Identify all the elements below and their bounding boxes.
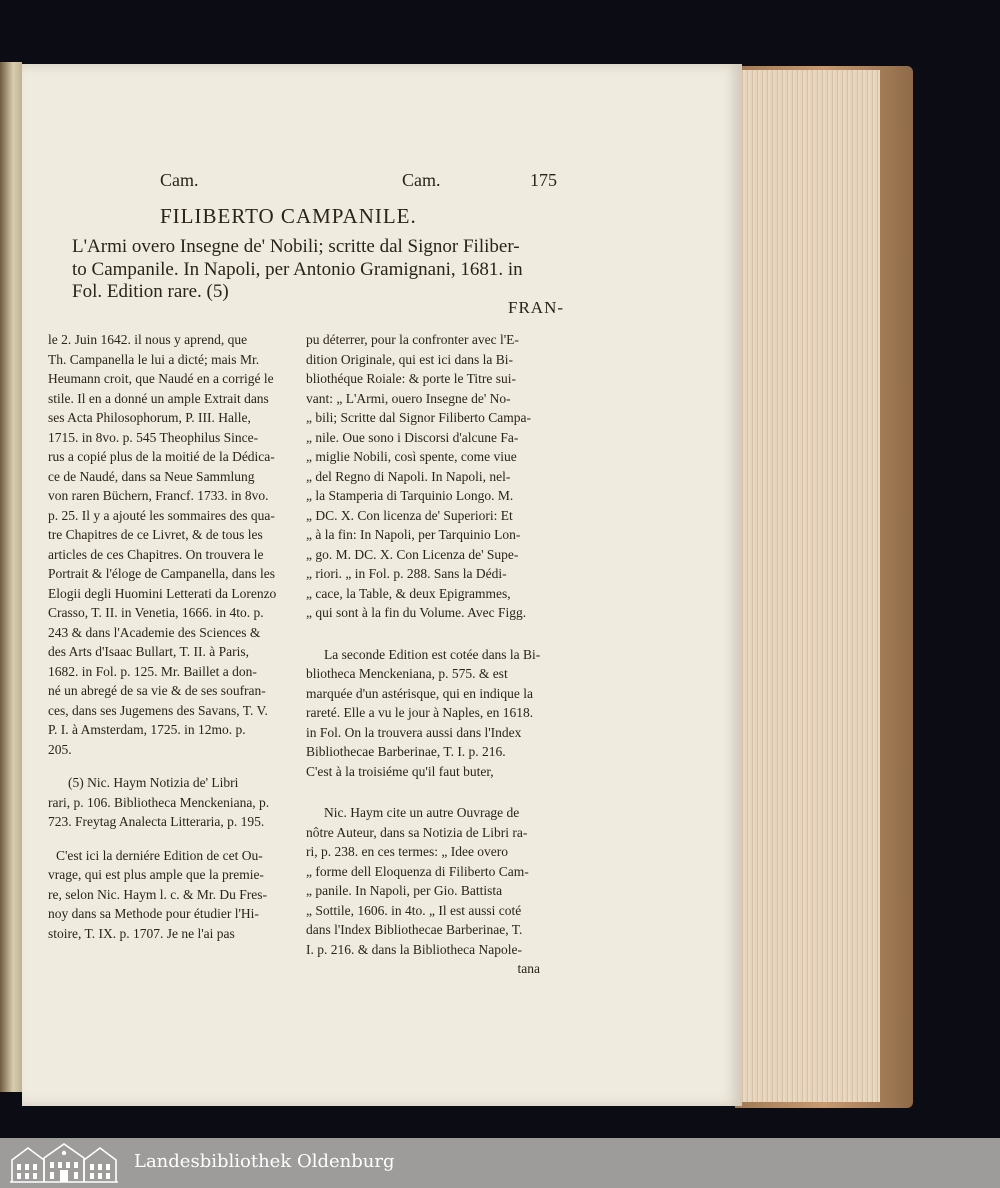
text-line: von raren Büchern, Francf. 1733. in 8vo.	[48, 488, 269, 503]
text-line: rareté. Elle a vu le jour à Naples, en 1618.	[306, 705, 534, 720]
library-building-icon	[8, 1140, 120, 1184]
left-column-body	[48, 330, 284, 759]
text-line: stoire, T. IX. p. 1707. Je ne l'ai pas	[48, 925, 235, 941]
text-line: „ riori. „ in Fol. p. 288. Sans la Dédi-	[306, 566, 507, 581]
text-line: bliotheca Menckeniana, p. 575. & est	[306, 666, 508, 681]
right-column-second-edition	[306, 645, 542, 782]
text-line: re, selon Nic. Haym l. c. & Mr. Du Fres-	[48, 886, 267, 902]
institution-name: Landesbibliothek Oldenburg	[134, 1151, 395, 1172]
right-column-body	[306, 330, 542, 623]
footer-bar	[0, 1138, 1000, 1188]
catchword: tana	[517, 961, 540, 976]
right-column-other-work	[306, 803, 542, 959]
text-line: Bibliothecae Barberinae, T. I. p. 216.	[306, 744, 506, 759]
text-line: Nic. Haym cite un autre Ouvrage de	[324, 805, 520, 820]
text-line: né un abregé de sa vie & de ses soufran-	[48, 683, 266, 698]
text-line: des Arts d'Isaac Bullart, T. II. à Paris,	[48, 644, 250, 659]
text-line: p. 25. Il y a ajouté les sommaires des qua-	[48, 507, 275, 523]
text-line: „ DC. X. Con licenza de' Superiori: Et	[306, 507, 513, 523]
entry-title: FILIBERTO CAMPANILE.	[160, 204, 417, 228]
text-line: „ go. M. DC. X. Con Licenza de' Supe-	[306, 546, 519, 562]
left-column	[48, 330, 284, 943]
text-line: in Fol. On la trouvera aussi dans l'Index	[306, 724, 522, 740]
footnote-line: (5) Nic. Haym Notizia de' Libri	[68, 775, 239, 790]
book-page	[22, 64, 742, 1106]
left-column-continuation	[48, 846, 284, 944]
text-line: „ à la fin: In Napoli, per Tarquinio Lon-	[306, 527, 521, 542]
footnote-line: rari, p. 106. Bibliotheca Menckeniana, p.	[48, 794, 270, 810]
lead-line: Fol. Edition rare. (5)	[72, 281, 229, 302]
text-line: „ Sottile, 1606. in 4to. „ Il est aussi coté	[306, 902, 522, 918]
text-line: vrage, qui est plus ample que la premie-	[48, 867, 264, 882]
text-line: C'est à la troisiéme qu'il faut buter,	[306, 763, 494, 779]
text-line: ses Acta Philosophorum, P. III. Halle,	[48, 410, 251, 425]
text-line: P. I. à Amsterdam, 1725. in 12mo. p.	[48, 722, 246, 737]
text-line: ce de Naudé, dans sa Neue Sammlung	[48, 468, 255, 484]
text-line: marquée d'un astérisque, qui en indique la	[306, 685, 533, 701]
footnote	[48, 773, 284, 832]
text-line: Th. Campanella le lui a dicté; mais Mr.	[48, 351, 260, 367]
text-line: ri, p. 238. en ces termes: „ Idee overo	[306, 844, 509, 859]
text-line: dans l'Index Bibliothecae Barberinae, T.	[306, 922, 523, 937]
text-line: 243 & dans l'Academie des Sciences &	[48, 624, 261, 640]
text-line: „ forme dell Eloquenza di Filiberto Cam-	[306, 863, 529, 879]
lead-line: to Campanile. In Napoli, per Antonio Gramignani, 1681. in	[72, 258, 523, 280]
text-line: „ cace, la Table, & deux Epigrammes,	[306, 585, 511, 601]
text-line: le 2. Juin 1642. il nous y aprend, que	[48, 332, 248, 347]
text-line: C'est ici la derniére Edition de cet Ou-	[56, 847, 263, 863]
text-line: 205.	[48, 741, 72, 757]
text-line: noy dans sa Methode pour étudier l'Hi-	[48, 906, 259, 921]
text-line: „ del Regno di Napoli. In Napoli, nel-	[306, 468, 511, 484]
running-head-left: Cam.	[160, 170, 199, 190]
lead-line: L'Armi overo Insegne de' Nobili; scritte dal Signor Filiber-	[72, 236, 520, 257]
text-line: „ la Stamperia di Tarquinio Longo. M.	[306, 488, 514, 503]
entry-lead	[72, 236, 612, 304]
text-line: stile. Il en a donné un ample Extrait dans	[48, 390, 269, 406]
text-line: „ bili; Scritte dal Signor Filiberto Campa-	[306, 410, 531, 425]
text-line: ces, dans ses Jugemens des Savans, T. V.	[48, 702, 268, 718]
text-line: „ nile. Oue sono i Discorsi d'alcune Fa-	[306, 429, 519, 445]
facing-page-edge	[0, 62, 22, 1092]
text-line: „ panile. In Napoli, per Gio. Battista	[306, 883, 503, 898]
text-line: „ qui sont à la fin du Volume. Avec Figg.	[306, 605, 527, 620]
text-line: bliothéque Roiale: & porte le Titre sui-	[306, 371, 516, 386]
text-line: vant: „ L'Armi, ouero Insegne de' No-	[306, 390, 511, 406]
text-line: I. p. 216. & dans la Bibliotheca Napole-	[306, 941, 522, 957]
page-number: 175	[530, 170, 557, 190]
text-line: Elogii degli Huomini Letterati da Lorenzo	[48, 585, 277, 601]
text-line: tre Chapitres de ce Livret, & de tous les	[48, 527, 263, 542]
text-line: nôtre Auteur, dans sa Notizia de Libri ra-	[306, 824, 528, 840]
text-line: „ miglie Nobili, così spente, come viue	[306, 449, 517, 464]
text-line: pu déterrer, pour la confronter avec l'E-	[306, 332, 519, 347]
catchword-top: FRAN-	[508, 298, 565, 317]
running-head-center: Cam.	[402, 170, 441, 190]
text-line: La seconde Edition est cotée dans la Bi-	[324, 646, 541, 662]
right-column	[306, 330, 542, 979]
text-line: 1682. in Fol. p. 125. Mr. Baillet a don-	[48, 663, 257, 679]
text-line: Crasso, T. II. in Venetia, 1666. in 4to. p.	[48, 605, 264, 620]
text-line: rus a copié plus de la moitié de la Dédica-	[48, 449, 275, 464]
text-line: Heumann croit, que Naudé en a corrigé le	[48, 371, 274, 386]
text-line: articles de ces Chapitres. On trouvera le	[48, 546, 264, 562]
text-line: Portrait & l'éloge de Campanella, dans les	[48, 566, 275, 581]
footnote-line: 723. Freytag Analecta Litteraria, p. 195.	[48, 814, 265, 829]
text-line: 1715. in 8vo. p. 545 Theophilus Since-	[48, 429, 259, 445]
page-edges	[740, 70, 880, 1102]
text-line: dition Originale, qui est ici dans la Bi-	[306, 351, 513, 367]
